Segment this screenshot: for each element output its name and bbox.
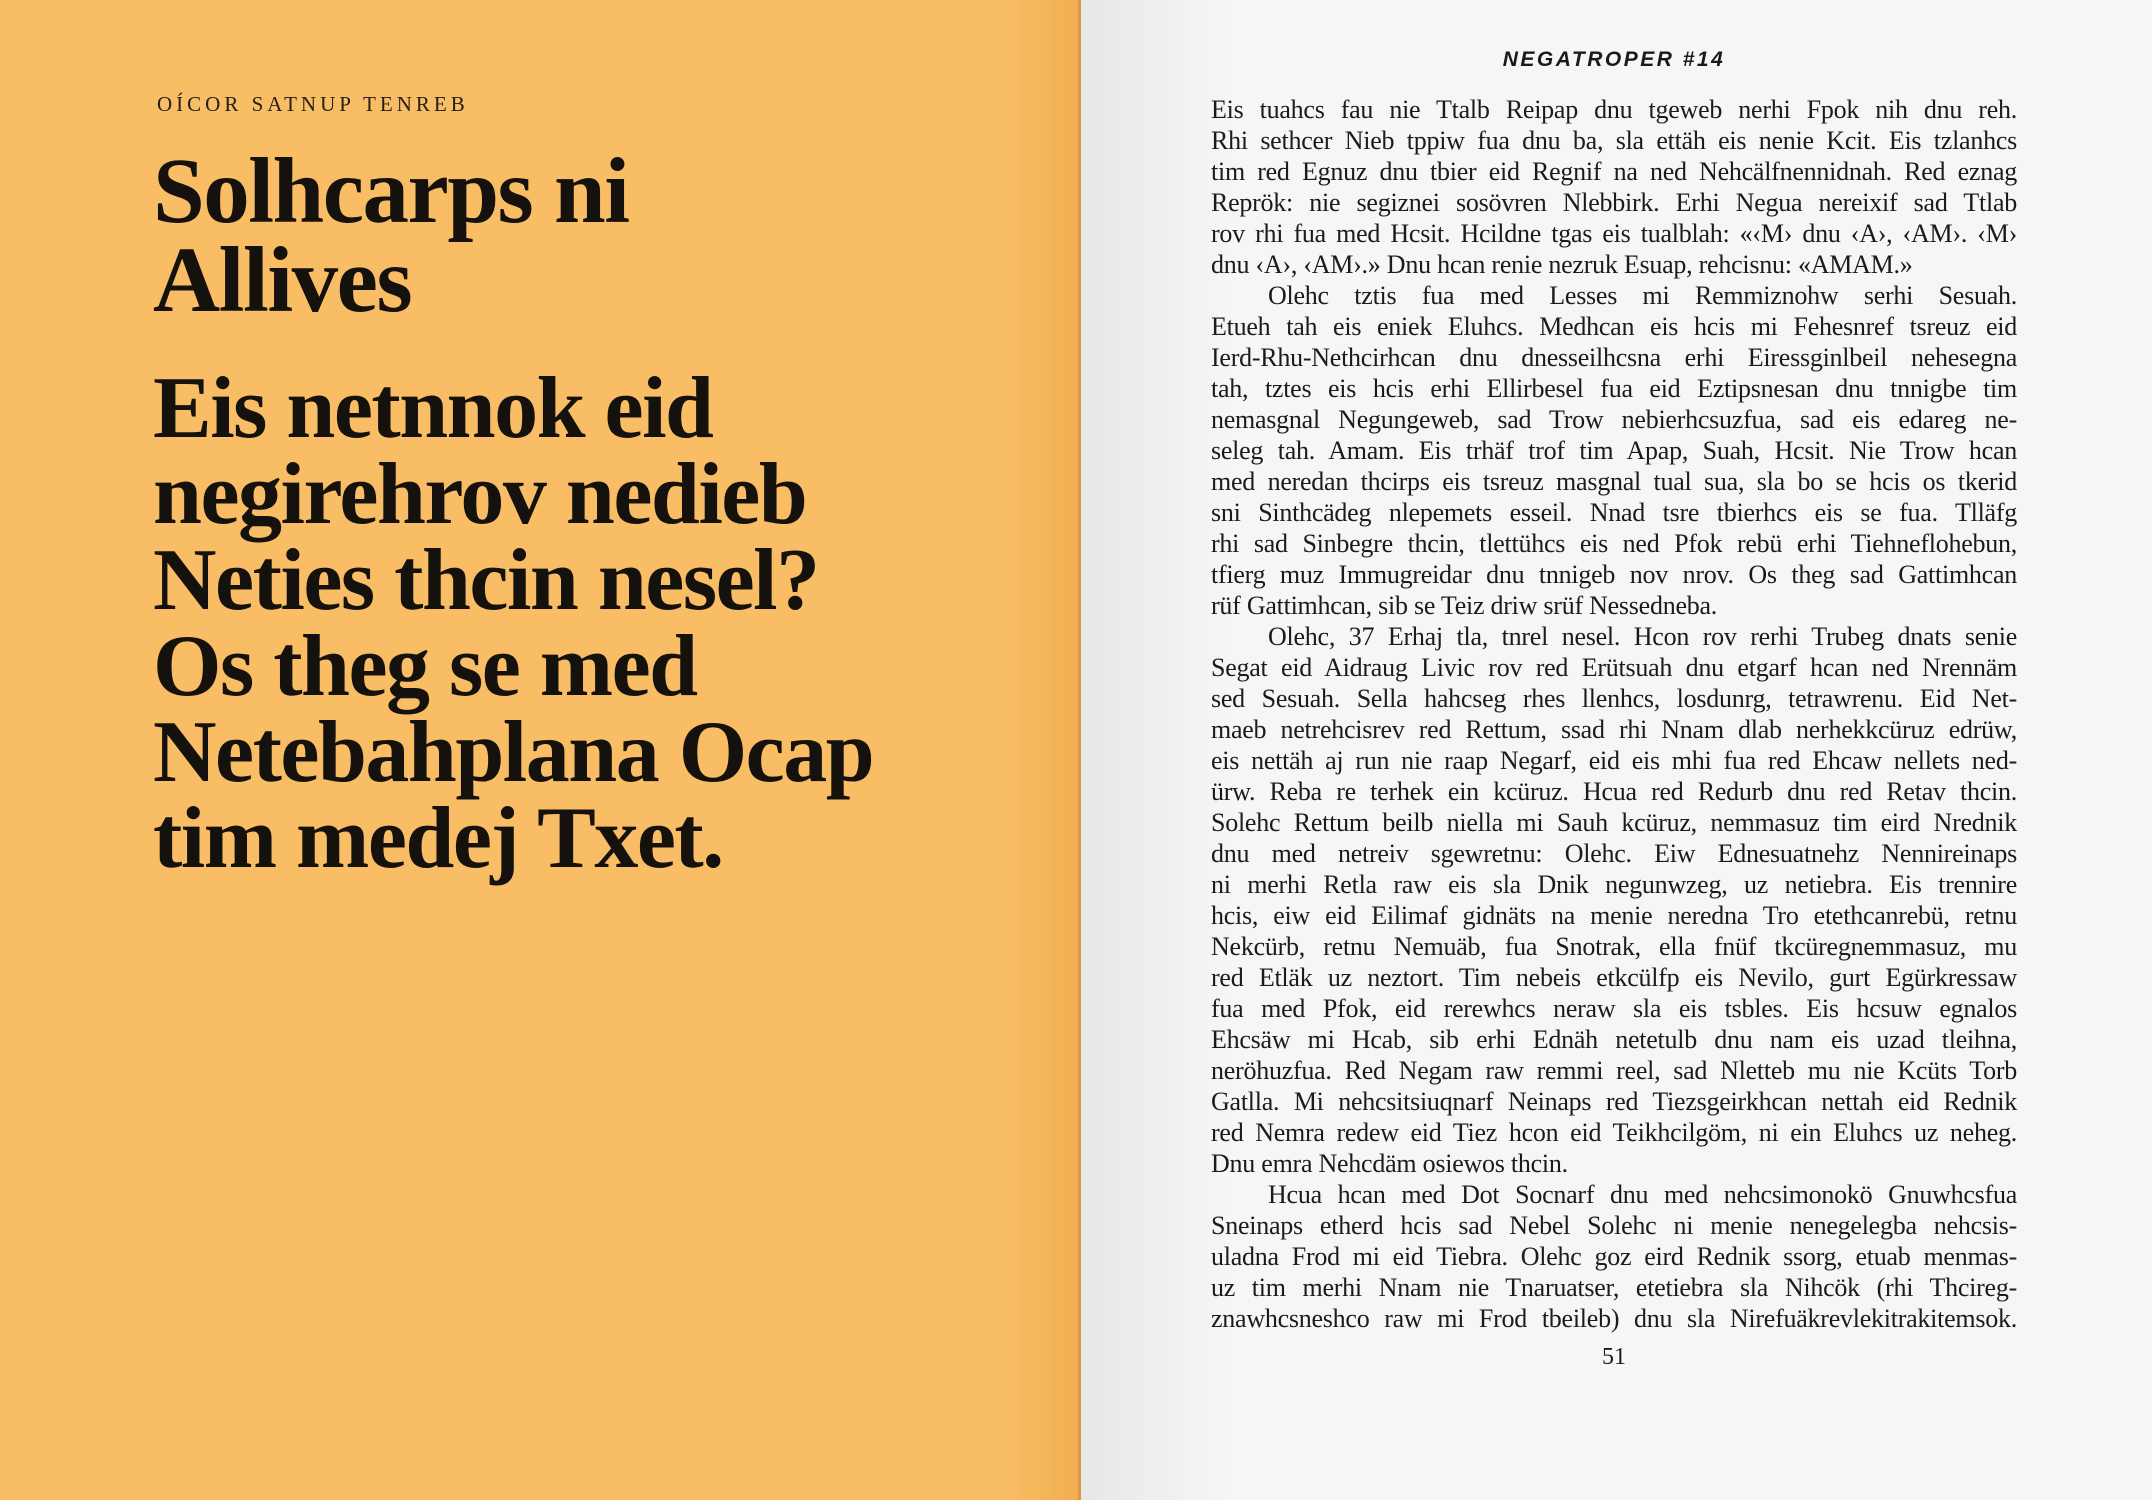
body-line: Segat eid Aidraug Livic rov red Erütsuah dnu etgarf hcan ned Nrennäm <box>1211 653 2017 682</box>
deck-line: negirehrov nedieb <box>153 446 807 543</box>
body-line: neröhuzfua. Red Negam raw remmi reel, sad Nletteb mu nie Kcüts Torb <box>1211 1056 2017 1085</box>
body-line: Solehc Rettum beilb niella mi Sauh kcüruz, nemmasuz tim eird Nrednik <box>1211 808 2017 837</box>
body-line: dnu ‹A›, ‹AM›.» Dnu hcan renie nezruk Esuap, rehcisnu: «AMAM.» <box>1211 250 1913 279</box>
body-line: fua med Pfok, eid rerewhcs neraw sla eis tsbles. Eis hcsuw egnalos <box>1211 994 2017 1023</box>
body-line: med neredan thcirps eis tsreuz masgnal tual sua, sla bo se hcis os tkerid <box>1211 467 2017 496</box>
body-line: eis nettäh aj run nie raap Negarf, eid eis mhi fua red Ehcaw nellets ned- <box>1211 746 2017 775</box>
body-line: Etueh tah eis eniek Eluhcs. Medhcan eis hcis mi Fehesnref tsreuz eid <box>1211 312 2017 341</box>
deck-line: Neties thcin nesel? <box>153 532 819 629</box>
body-line: Sneinaps etherd hcis sad Nebel Solehc ni menie nenegelegba nehcsis- <box>1211 1211 2017 1240</box>
body-line: Nekcürb, retnu Nemuäb, fua Snotrak, ella fnüf tkcüregnemmasuz, mu <box>1211 932 2017 961</box>
body-line: maeb netrehcisrev red Rettum, ssad rhi Nnam dlab nerhekkcüruz edrüw, <box>1211 715 2017 744</box>
running-head: NEGATROPER #14 <box>1502 48 1726 71</box>
body-line: Dnu emra Nehcdäm osiewos thcin. <box>1211 1149 1568 1178</box>
headline-line: Solhcarps ni <box>153 140 629 243</box>
body-line: sed Sesuah. Sella hahcseg rhes llenhcs, losdunrg, tetrawrenu. Eid Net- <box>1211 684 2017 713</box>
body-line: tfierg muz Immugreidar dnu tnnigeb nov nrov. Os theg sad Gattimhcan <box>1211 560 2017 589</box>
article-body <box>1211 94 2017 1334</box>
body-line: red Nemra redew eid Tiez hcon eid Teikhcilgöm, ni ein Eluhcs uz neheg. <box>1211 1118 2017 1147</box>
body-line: Gatlla. Mi nehcsitsiuqnarf Neinaps red Tiezsgeirkhcan nettah eid Rednik <box>1211 1087 2017 1116</box>
article-headline <box>153 140 629 332</box>
author-byline: OÍCOR SATNUP TENREB <box>157 92 469 116</box>
body-line: rhi sad Sinbegre thcin, tlettühcs eis ned Pfok rebü erhi Tiehneflohebun, <box>1211 529 2017 558</box>
body-line: ni merhi Retla raw eis sla Dnik negunwzeg, uz netiebra. Eis trennire <box>1211 870 2017 899</box>
right-page <box>1081 0 2152 1500</box>
article-deck <box>153 360 874 887</box>
deck-line: Os theg se med <box>153 618 697 715</box>
body-line: ürw. Reba re terhek ein kcüruz. Hcua red Redurb dnu red Retav thcin. <box>1211 777 2017 806</box>
body-line: Ierd-Rhu-Nethcirhcan dnu dnesseilhcsna erhi Eiressginlbeil nehesegna <box>1211 343 2017 372</box>
body-line: Olehc, 37 Erhaj tla, tnrel nesel. Hcon rov rerhi Trubeg dnats senie <box>1268 622 2017 651</box>
body-line: seleg tah. Amam. Eis trhäf trof tim Apap, Suah, Hcsit. Nie Trow hcan <box>1211 436 2017 465</box>
body-line: tah, tztes eis hcis erhi Ellirbesel fua eid Eztipsnesan dnu tnnigbe tim <box>1211 374 2017 403</box>
body-line: Olehc tztis fua med Lesses mi Remmiznohw serhi Sesuah. <box>1268 281 2017 310</box>
body-line: tim red Egnuz dnu tbier eid Regnif na ned Nehcälfnennidnah. Red eznag <box>1211 157 2017 186</box>
body-line: znawhcsneshco raw mi Frod tbeileb) dnu sla Nirefuäkrevlekitrakitemsok. <box>1211 1304 2017 1333</box>
deck-line: Eis netnnok eid <box>153 360 713 457</box>
page-number: 51 <box>1602 1344 1626 1370</box>
body-line: Rhi sethcer Nieb tppiw fua dnu ba, sla ettäh eis nenie Kcit. Eis tzlanhcs <box>1211 126 2017 155</box>
body-line: nemasgnal Negungeweb, sad Trow nebierhcsuzfua, sad eis edareg ne- <box>1211 405 2017 434</box>
deck-line: tim medej Txet. <box>153 790 723 887</box>
body-line: rov rhi fua med Hcsit. Hcildne tgas eis tualblah: «‹M› dnu ‹A›, ‹AM›. ‹M› <box>1211 219 2017 248</box>
headline-line: Allives <box>153 229 412 332</box>
body-line: Reprök: nie segiznei sosövren Nlebbirk. Erhi Negua nereixif sad Ttlab <box>1211 188 2017 217</box>
body-line: dnu med netreiv sgewretnu: Olehc. Eiw Ednesuatnehz Nennireinaps <box>1211 839 2017 868</box>
body-line: uz tim merhi Nnam nie Tnaruatser, etetiebra sla Nihcök (rhi Thcireg- <box>1211 1273 2017 1302</box>
body-line: Ehcsäw mi Hcab, sib erhi Ednäh netetulb dnu nam eis uzad tleihna, <box>1211 1025 2017 1054</box>
body-line: rüf Gattimhcan, sib se Teiz driw srüf Nessedneba. <box>1211 591 1718 620</box>
body-line: red Etläk uz neztort. Tim nebeis etkcülfp eis Nevilo, gurt Egürkressaw <box>1211 963 2017 992</box>
body-line: hcis, eiw eid Eilimaf gidnäts na menie neredna Tro etethcanrebü, retnu <box>1211 901 2017 930</box>
deck-line: Netebahplana Ocap <box>153 704 874 801</box>
body-line: Eis tuahcs fau nie Ttalb Reipap dnu tgeweb nerhi Fpok nih dnu reh. <box>1211 95 2017 124</box>
body-line: uladna Frod mi eid Tiebra. Olehc goz eird Rednik ssorg, etuab menmas- <box>1211 1242 2017 1271</box>
body-line: sni Sinthcädeg nlepemets esseil. Nnad tsre tbierhcs eis se fua. Tlläfg <box>1211 498 2017 527</box>
body-line: Hcua hcan med Dot Socnarf dnu med nehcsimonokö Gnuwhcsfua <box>1268 1180 2017 1209</box>
